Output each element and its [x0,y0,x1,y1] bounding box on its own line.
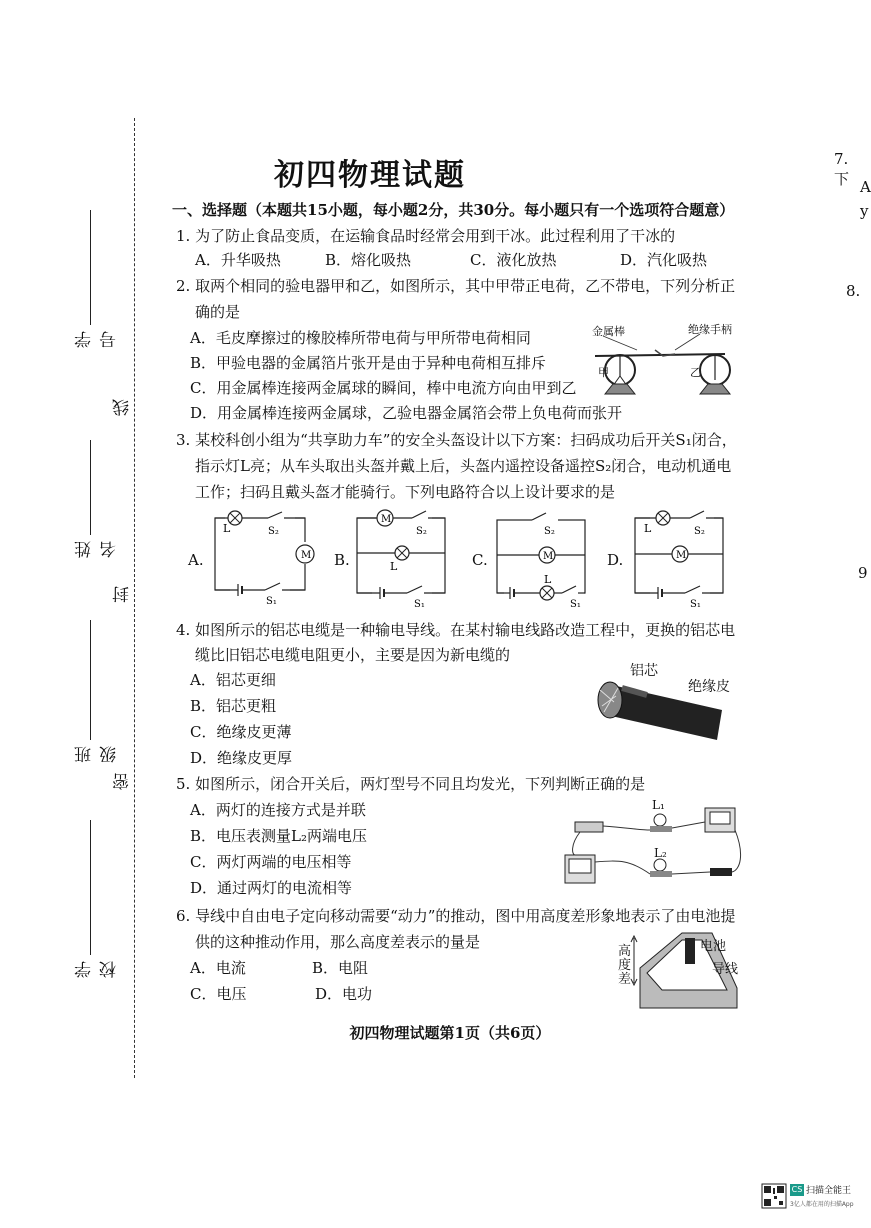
q4-option-a: A．铝芯更细 [190,671,276,689]
scanner-watermark [760,1180,860,1220]
q5-option-a: A．两灯的连接方式是并联 [190,801,366,819]
q1-option-c: C．液化放热 [470,251,557,269]
q3-b-lamp-symbol: L [390,560,398,573]
q3-circuit-d [630,508,734,608]
q2-stem-2: 确的是 [195,303,241,321]
q3-option-c-label: C. [472,551,488,569]
page-title: 初四物理试题 [274,158,466,193]
q3-stem-1: 3. 某校科创小组为“共享助力车”的安全头盔设计以下方案：扫码成功后开关S₁闭合， [176,431,737,449]
q4-option-b: B．铝芯更粗 [190,697,277,715]
q2-fig-metal-rod-label: 金属棒 [592,325,625,338]
page-footer: 初四物理试题第1页（共6页） [349,1024,551,1042]
q3-a-s2-symbol: S₂ [268,526,279,537]
q5-option-d: D．通过两灯的电流相等 [190,879,353,897]
q4-option-d: D．绝缘皮更厚 [190,749,293,767]
q3-circuit-a [210,508,314,607]
q2-fig-yi-label: 乙 [690,366,701,379]
q3-b-s1-symbol: S₁ [414,599,425,610]
q3-c-lamp-symbol: L [544,573,552,586]
right-edge-q7: 7. 下 [834,150,850,188]
q6-option-c: C．电压 [190,985,247,1003]
binding-feng: 封 [113,585,133,603]
q2-option-c: C．用金属棒连接两金属球的瞬间，棒中电流方向由甲到乙 [190,379,577,397]
section-header: 一、选择题（本题共15小题，每小题2分，共30分。每小题只有一个选项符合题意） [172,201,735,219]
q6-option-a: A．电流 [190,959,246,977]
q2-fig-handle-label: 绝缘手柄 [688,323,732,336]
q3-c-motor-symbol: M [543,551,554,562]
q3-c-s2-symbol: S₂ [544,526,555,537]
q4-stem-2: 缆比旧铝芯电缆电阻更小，主要是因为新电缆的 [195,646,511,664]
q4-cable-figure [592,660,732,750]
q4-option-c: C．绝缘皮更薄 [190,723,292,741]
q5-option-b: B．电压表测量L₂两端电压 [190,827,367,845]
q3-a-lamp-symbol: L [223,522,231,535]
right-edge-a: A [860,178,871,196]
q3-option-d-label: D. [607,551,624,569]
q3-option-b-label: B. [334,551,350,569]
q1-option-a: A．升华吸热 [195,251,281,269]
q6-stem-1: 6. 导线中自由电子定向移动需要“动力”的推动，图中用高度差形象地表示了由电池提 [176,907,736,925]
qr-code-icon [762,1184,786,1208]
q6-option-b: B．电阻 [312,959,369,977]
number-blank-line [90,210,91,325]
school-label: 学校 [75,960,120,978]
q6-fig-wire-label: 导线 [712,962,739,977]
q2-stem-1: 2. 取两个相同的验电器甲和乙，如图所示，其中甲带正电荷，乙不带电，下列分析正 [176,277,736,295]
q5-option-c: C．两灯两端的电压相等 [190,853,352,871]
name-label: 姓名 [75,540,120,558]
name-blank-line [90,440,91,535]
q3-d-motor-symbol: M [676,550,687,561]
school-blank-line [90,820,91,955]
class-blank-line [90,620,91,740]
q2-option-d: D．用金属棒连接两金属球，乙验电器金属箔会带上负电荷而张开 [190,404,623,422]
scanner-sub: 3亿人都在用的扫描App [790,1201,854,1208]
q6-fig-height-label: 高度差 [618,944,632,987]
q1-stem: 1. 为了防止食品变质，在运输食品时经常会用到干冰。此过程利用了干冰的 [176,227,676,245]
cs-logo-icon: CS [791,1185,803,1194]
q3-c-s1-symbol: S₁ [570,599,581,610]
q6-option-d: D．电功 [315,985,373,1003]
q3-a-s1-symbol: S₁ [266,596,277,607]
class-label: 班级 [75,745,120,763]
q4-fig-core-label: 铝芯 [630,663,658,679]
q1-option-b: B．熔化吸热 [325,251,412,269]
binding-mi: 密 [113,772,133,790]
q3-d-s2-symbol: S₂ [694,526,705,537]
q3-b-motor-symbol: M [381,514,392,525]
q3-circuit-b [352,508,456,608]
scanner-brand: 扫描全能王 [806,1186,852,1196]
q3-d-lamp-symbol: L [644,522,652,535]
q3-option-a-label: A. [188,551,204,569]
q3-stem-3: 工作；扫码且戴头盔才能骑行。下列电路符合以上设计要求的是 [195,483,616,501]
right-edge-y: y [860,202,869,220]
q3-circuit-c [492,508,596,608]
q5-fig-l2-label: L₂ [654,846,667,860]
q4-stem-1: 4. 如图所示的铝芯电缆是一种输电导线。在某村输电线路改造工程中，更换的铝芯电 [176,621,736,639]
right-edge-q9: 9 [858,564,868,582]
q2-fig-jia-label: 甲 [598,366,609,379]
q2-option-b: B．甲验电器的金属箔片张开是由于异种电荷相互排斥 [190,354,547,372]
binding-xian: 线 [113,398,133,416]
number-label: 学号 [75,330,120,348]
q6-fig-battery-label: 电池 [700,939,727,954]
q5-stem: 5. 如图所示，闭合开关后，两灯型号不同且均发光，下列判断正确的是 [176,775,646,793]
q1-option-d: D．汽化吸热 [620,251,708,269]
q5-fig-l1-label: L₁ [652,798,665,812]
q3-b-s2-symbol: S₂ [416,526,427,537]
q3-d-s1-symbol: S₁ [690,599,701,610]
q2-option-a: A．毛皮摩擦过的橡胶棒所带电荷与甲所带电荷相同 [190,329,531,347]
q3-stem-2: 指示灯L亮；从车头取出头盔并戴上后，头盔内遥控设备遥控S₂闭合，电动机通电 [195,457,732,475]
q6-stem-2: 供的这种推动作用，那么高度差表示的量是 [195,933,481,951]
right-edge-q8: 8. [846,282,861,300]
q3-a-motor-symbol: M [301,550,312,561]
q4-fig-insulation-label: 绝缘皮 [688,679,730,695]
